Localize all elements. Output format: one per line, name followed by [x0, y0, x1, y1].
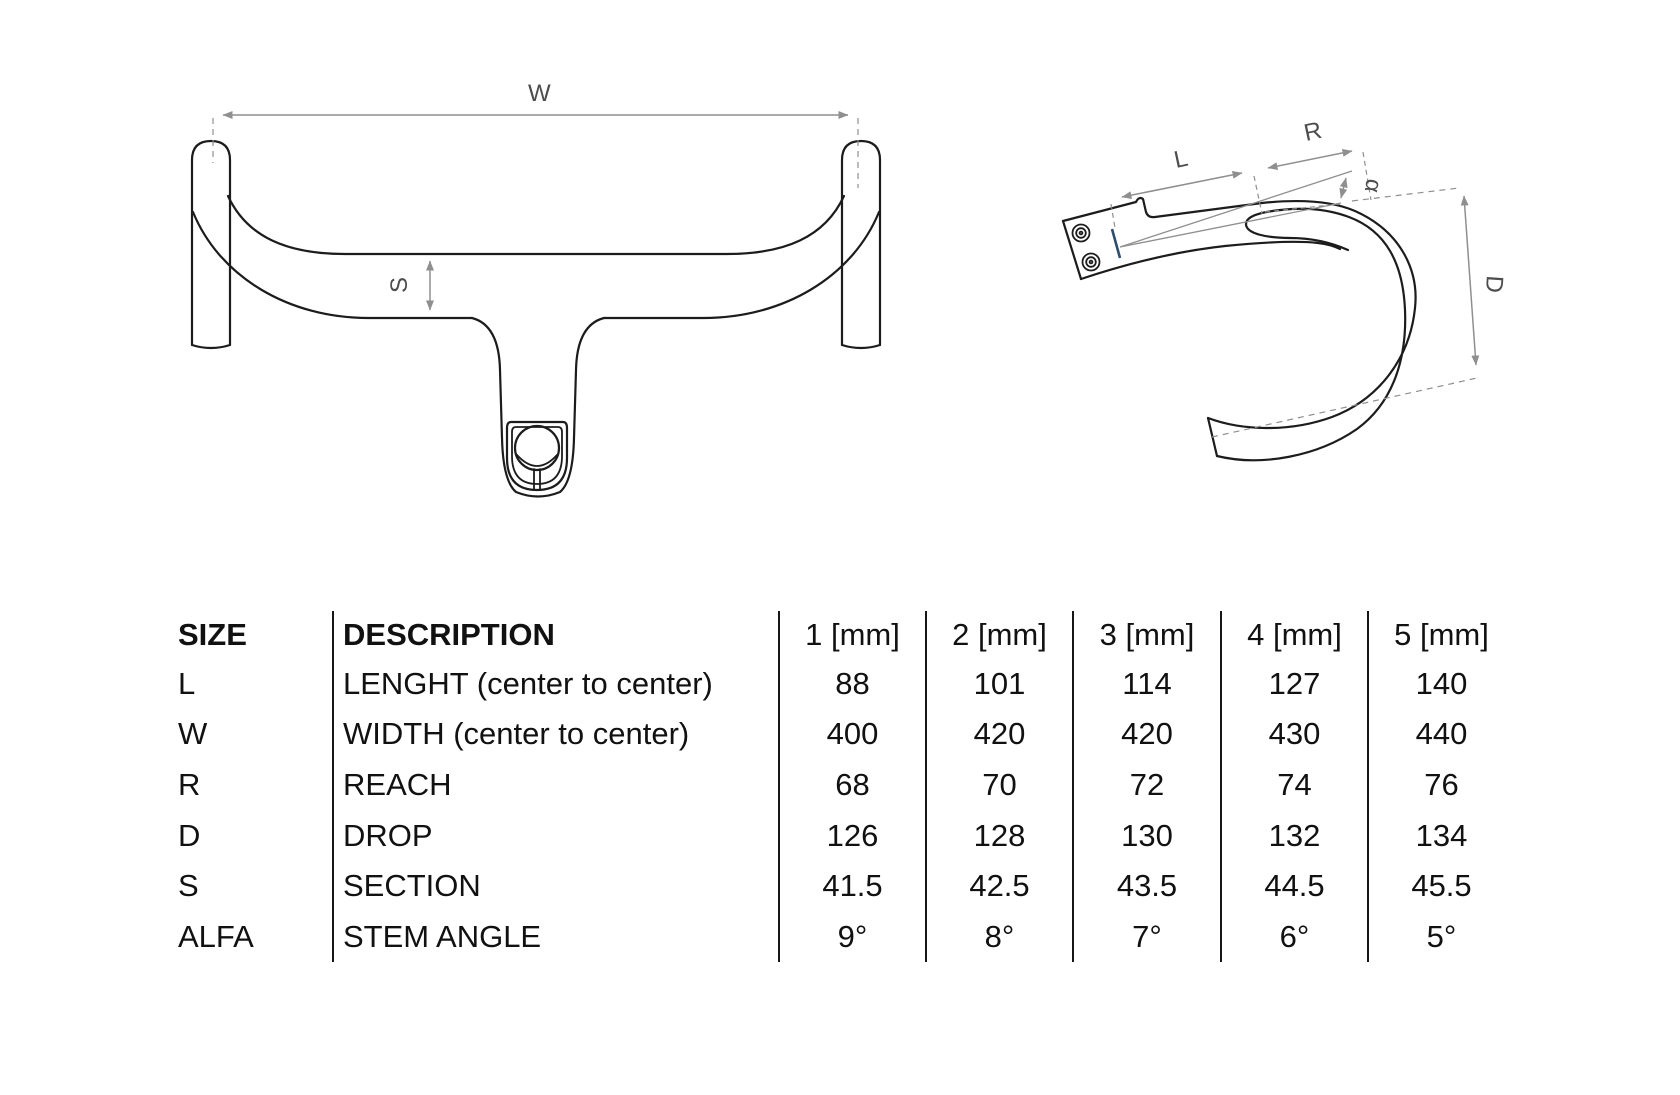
table-header-size: SIZE [178, 617, 247, 652]
table-cell-size: ALFA [178, 918, 254, 954]
w-label: W [528, 80, 551, 107]
table-cell-value: 44.5 [1220, 860, 1367, 911]
table-cell-value: 8° [925, 911, 1072, 962]
side-view-drawing [1063, 198, 1416, 460]
l-label: L [1171, 144, 1191, 174]
table-cell-value: 400 [778, 709, 925, 760]
table-cell-desc: REACH [332, 759, 778, 810]
s-dimension [386, 261, 430, 310]
stem-bolt-top [1073, 225, 1090, 242]
steerer-tube-circle [515, 426, 559, 470]
front-view-drawing [192, 141, 880, 497]
l-dimension [1111, 145, 1262, 228]
l-extension-right [1254, 176, 1262, 214]
table-cell-value: 430 [1220, 709, 1367, 760]
table-header-col5: 5 [mm] [1367, 611, 1514, 658]
table-cell-size: S [178, 868, 199, 904]
table-cell-value: 88 [778, 658, 925, 709]
w-dimension [213, 80, 858, 188]
d-dimension [1212, 188, 1508, 437]
table-cell-value: 132 [1220, 810, 1367, 861]
table-cell-desc: STEM ANGLE [332, 911, 778, 962]
stem-top-edge [1063, 198, 1262, 221]
table-header-description: DESCRIPTION [332, 611, 778, 658]
table-cell-size: W [178, 716, 208, 752]
table-header-col2: 2 [mm] [925, 611, 1072, 658]
table-cell-value: 127 [1220, 658, 1367, 709]
table-cell-value: 9° [778, 911, 925, 962]
r-label: R [1301, 116, 1325, 147]
table-cell-size: R [178, 766, 201, 802]
table-cell-value: 126 [778, 810, 925, 861]
stem-bolt-bottom [1083, 254, 1100, 271]
s-label: S [386, 276, 413, 293]
table-cell-value: 41.5 [778, 860, 925, 911]
l-dimension-line [1122, 173, 1242, 197]
table-cell-value: 101 [925, 658, 1072, 709]
table-cell-value: 5° [1367, 911, 1514, 962]
alfa-angle-construction [1112, 171, 1388, 258]
table-cell-size: L [178, 665, 196, 701]
stem-bottom-edge [1081, 242, 1340, 279]
d-dimension-line [1464, 196, 1476, 365]
table-cell-value: 6° [1220, 911, 1367, 962]
r-dimension [1268, 117, 1371, 200]
d-label: D [1479, 274, 1508, 294]
drop-outer-curve [1208, 201, 1416, 428]
table-cell-desc: WIDTH (center to center) [332, 709, 778, 760]
table-cell-value: 440 [1367, 709, 1514, 760]
table-cell-value: 420 [925, 709, 1072, 760]
table-cell-value: 43.5 [1072, 860, 1220, 911]
table-header-col4: 4 [mm] [1220, 611, 1367, 658]
table-cell-value: 130 [1072, 810, 1220, 861]
steerer-axis-tick [1112, 229, 1120, 258]
bar-bottom-edge-right [604, 212, 879, 318]
clamp-slot [534, 469, 540, 490]
table-cell-value: 114 [1072, 658, 1220, 709]
alfa-lower-ray [1120, 203, 1341, 247]
table-cell-desc: SECTION [332, 860, 778, 911]
table-cell-value: 74 [1220, 759, 1367, 810]
r-dimension-line [1268, 151, 1352, 168]
table-cell-size: D [178, 817, 201, 853]
table-cell-value: 76 [1367, 759, 1514, 810]
table-header-col3: 3 [mm] [1072, 611, 1220, 658]
table-header-col1: 1 [mm] [778, 611, 925, 658]
table-cell-value: 42.5 [925, 860, 1072, 911]
table-cell-value: 70 [925, 759, 1072, 810]
table-cell-desc: LENGHT (center to center) [332, 658, 778, 709]
table-cell-value: 128 [925, 810, 1072, 861]
table-cell-value: 72 [1072, 759, 1220, 810]
table-cell-value: 68 [778, 759, 925, 810]
table-cell-desc: DROP [332, 810, 778, 861]
alfa-dimension-arrow [1341, 178, 1346, 198]
table-cell-value: 134 [1367, 810, 1514, 861]
table-cell-value: 420 [1072, 709, 1220, 760]
bar-top-edge [228, 196, 844, 254]
table-cell-value: 140 [1367, 658, 1514, 709]
alfa-label: α [1359, 177, 1388, 195]
table-cell-value: 7° [1072, 911, 1220, 962]
spec-table [178, 611, 1514, 962]
r-extension-right [1363, 152, 1371, 200]
table-cell-value: 45.5 [1367, 860, 1514, 911]
